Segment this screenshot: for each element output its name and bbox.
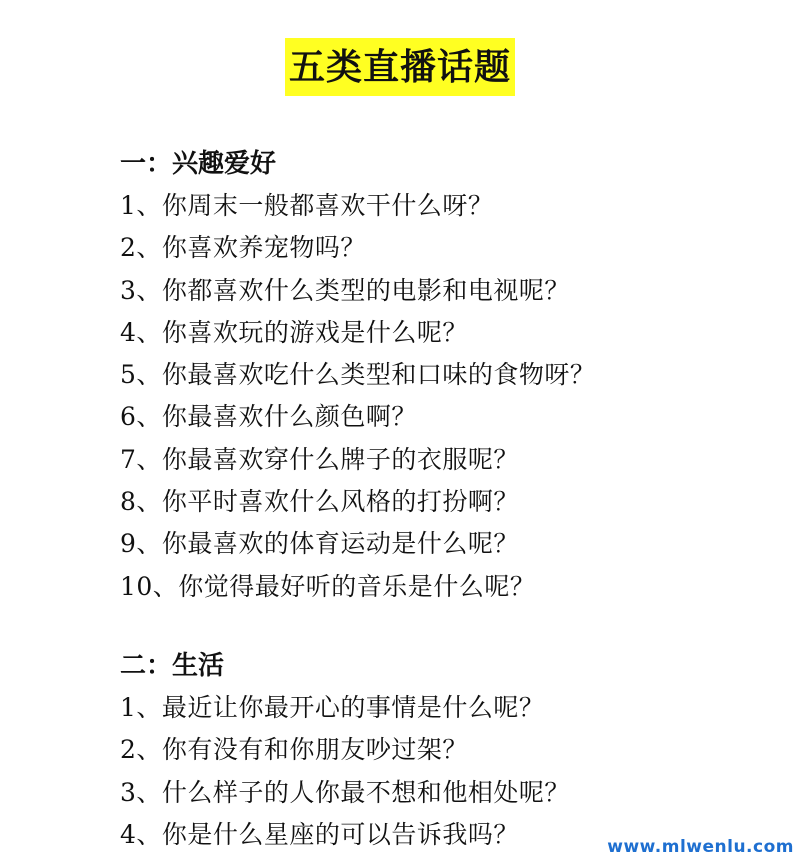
list-item: 1、最近让你最开心的事情是什么呢？ bbox=[120, 693, 545, 722]
list-item: 7、你最喜欢穿什么牌子的衣服呢？ bbox=[120, 444, 519, 474]
list-item: 1、你周末一般都喜欢干什么呀？ bbox=[120, 191, 494, 220]
list-item: 5、你最喜欢吃什么类型和口味的食物呀？ bbox=[120, 360, 596, 390]
list-item: 4、你喜欢玩的游戏是什么呢？ bbox=[120, 317, 468, 347]
list-item: 3、你都喜欢什么类型的电影和电视呢？ bbox=[120, 275, 570, 305]
watermark-url: www.mlwenlu.com bbox=[607, 837, 794, 857]
section-heading: 二：生活 bbox=[120, 651, 225, 681]
list-item: 10、你觉得最好听的音乐是什么呢？ bbox=[120, 571, 536, 601]
list-item: 6、你最喜欢什么颜色啊？ bbox=[120, 402, 417, 432]
list-item: 4、你是什么星座的可以告诉我吗？ bbox=[120, 819, 519, 849]
list-item: 9、你最喜欢的体育运动是什么呢？ bbox=[120, 529, 519, 559]
list-item: 2、你喜欢养宠物吗？ bbox=[120, 233, 366, 263]
section-heading: 一：兴趣爱好 bbox=[120, 149, 277, 179]
page-title: 五类直播话题 bbox=[285, 38, 515, 96]
list-item: 8、你平时喜欢什么风格的打扮啊？ bbox=[120, 487, 519, 517]
list-item: 3、什么样子的人你最不想和他相处呢？ bbox=[120, 777, 570, 807]
list-item: 2、你有没有和你朋友吵过架？ bbox=[120, 735, 468, 765]
title-container bbox=[0, 38, 800, 96]
section-interests bbox=[120, 143, 595, 608]
section-life bbox=[120, 645, 570, 856]
